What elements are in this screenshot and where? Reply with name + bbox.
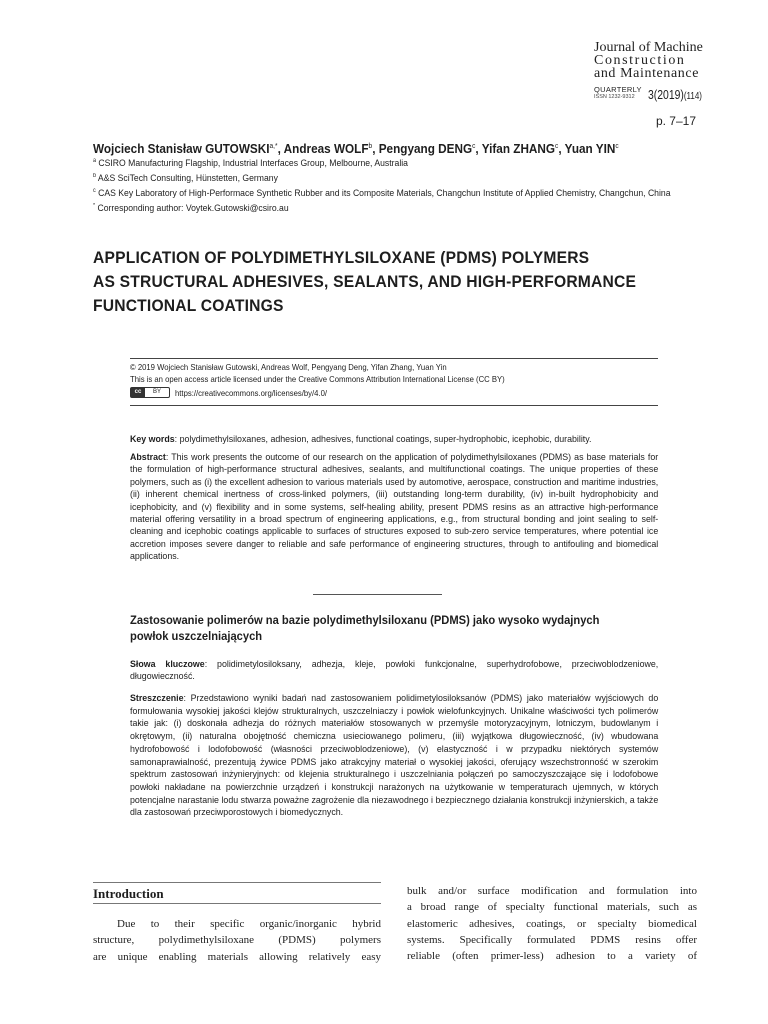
intro-left-line: are unique enabling materials allowing relatively easy: [93, 950, 381, 963]
intro-left-line: Due to their specific organic/inorganic hybrid: [117, 918, 381, 930]
cc-by-badge-icon: [130, 387, 170, 398]
corresponding-author-text: Corresponding author: Voytek.Gutowski@csiro.au: [97, 203, 289, 215]
license-url-link[interactable]: https://creativecommons.org/licenses/by/4.0/: [175, 388, 328, 398]
title-line-1: APPLICATION OF POLYDIMETHYLSILOXANE (PDMS) POLYMERS: [93, 248, 590, 267]
intro-right-line: elastomeric adhesives, coatings, or specialty biomedical: [407, 917, 697, 930]
journal-name-line-1: Journal of Machine: [594, 40, 703, 55]
paper-title: [93, 246, 645, 318]
affiliation-a: $^a$ CSIRO Manufacturing Flagship, Industrial Interfaces Group, Melbourne, Australia: [93, 158, 408, 170]
by-mark: BY: [152, 389, 161, 395]
author-list: Wojciech Stanisław $GUTOWSKI^{a,*}$, Andreas WOLF$^b$, Pengyang DENG$^c$, Yifan ZHANG$^c$, Yuan YIN$^c$: [93, 142, 619, 156]
intro-left-line: structure, polydimethylsiloxane (PDMS) polymers: [93, 934, 381, 947]
intro-right-column: [407, 883, 697, 964]
intro-right-line: reliable (often primer-less) adhesion to a variety of: [407, 950, 697, 963]
issue-serial: (114): [683, 91, 702, 102]
affiliation-b-text: A&S SciTech Consulting, Hünstetten, Germany: [97, 173, 278, 185]
keywords-label: Key words: [130, 434, 175, 445]
keywords-paragraph: [130, 434, 621, 446]
page-range: p. 7–17: [655, 114, 696, 128]
abstract-label: Abstract: [130, 452, 166, 463]
abstract-text: : This work presents the outcome of our research on the application of polydimethylsiloxanes (PDMS) as base materials for the formulation of high-performance structural adhesives, sealants, and multifunctional coatings. The unique properties of these polymers, such as (i) the excellent adhesion to various materials used by automotive, aerospace, construction and maritime industries, (ii) inherent chemical inertness of cross-linked polymers, (iii) outstanding long-term durability, (iv) in-built hydrophobicity and icephobicity, and (v) flexibility and in some systems, self-healing ability, present PDMS resins as an attractive high-performance material offering versatility in a broad spectrum of engineering applications, e.g., from structural bonding and joint sealing to self-cleaning and icephobic coatings applicable to surfaces of structures exposed to sub-zero service temperatures, where potential ice accretion imposes severe danger to reliable and safe performance of engineering structures, through to antifouling and biomedical applications.: [130, 452, 659, 563]
affiliation-c-text: CAS Key Laboratory of High-Performace Synthetic Rubber and its Composite Materials, Changchun Institute of Applied Chemistry, Changchun, China: [98, 188, 671, 200]
journal-frequency: QUARTERLY: [594, 85, 642, 94]
polish-title-line-2: powłok uszczelniających: [130, 629, 263, 643]
polish-abstract-text: : Przedstawiono wyniki badań nad zastosowaniem polidimetylosiloksanów (PDMS) jako materiałów wyjściowych do formułowania wysokiej jakości klejów strukturalnych, uszczelniaczy i powłok wielofunkcyjnych. Unikalne właściwości tych polimerów takie jak: (i) doskonała adhezja do różnych materiałów stosowanych w przemyśle motoryzacyjnym, lotniczym, budowlanym i okrętowym, (ii) naturalna obojętność chemiczna usieciowanego polimeru, (iii) wyjątkowa długowieczność, (iv) wbudowana hydrofobowość i lodofobowość (własności przeciwoblodzeniowe), (v) elastyczność i w przypadku niektórych systemów samonaprawialność, prezentują żywice PDMS jako atrakcyjny materiał o wysokiej jakości, oferujący wszechstronność w szerokim spektrum zastosowań inżynieryjnych: od klejenia strukturalnego i uszczelniania połączeń po samoczyszczające się i lodofobowe powłoki nakładane na powierzchnie urządzeń i konstrukcji narażonych na użytkowanie w temperaturach ujemnych, w których potencjalne narastanie lodu stwarza poważne zagrożenie dla niezawodnego i bezpiecznego działania konstrukcji inżynierskich, a także dla zastosowań przeciwporostowych i biomedycznych.: [130, 693, 659, 819]
title-line-3: FUNCTIONAL COATINGS: [93, 296, 284, 315]
affiliation-c: $^c$ CAS Key Laboratory of High-Performace Synthetic Rubber and its Composite Materials, Changchun Institute of Applied Chemistry, Changchun, China: [93, 188, 671, 200]
polish-title: [130, 612, 651, 644]
introduction-heading: Introduction: [93, 886, 164, 901]
keywords-text: : polydimethylsiloxanes, adhesion, adhesives, functional coatings, super-hydrophobic, icephobic, durability.: [174, 434, 592, 445]
journal-masthead: [594, 41, 764, 80]
journal-name-line-2: Construction: [594, 53, 686, 68]
section-divider: [313, 594, 442, 595]
introduction-bottom-rule: [93, 903, 381, 904]
intro-right-line: systems. Specifically formulated PDMS resins offer: [407, 933, 697, 946]
introduction-top-rule: [93, 882, 381, 883]
corresponding-author: * Corresponding author: Voytek.Gutowski@csiro.au: [93, 203, 289, 215]
copyright-line: © 2019 Wojciech Stanisław Gutowski, Andreas Wolf, Pengyang Deng, Yifan Zhang, Yuan Yin: [130, 362, 447, 372]
issue-number: 3(2019): [648, 87, 684, 102]
license-bottom-rule: [130, 405, 658, 406]
cc-mark: cc: [131, 388, 145, 397]
license-text: This is an open access article licensed under the Creative Commons Attribution International License (CC BY): [130, 374, 505, 384]
affiliation-a-text: CSIRO Manufacturing Flagship, Industrial Interfaces Group, Melbourne, Australia: [98, 158, 408, 170]
polish-keywords-label: Słowa kluczowe: [130, 659, 205, 670]
journal-issue: [648, 87, 702, 102]
intro-left-column: [93, 916, 381, 965]
polish-abstract-label: Streszczenie: [130, 693, 184, 704]
title-line-2: AS STRUCTURAL ADHESIVES, SEALANTS, AND HIGH-PERFORMANCE: [93, 272, 637, 291]
journal-name-line-3: and Maintenance: [594, 66, 700, 81]
affiliation-b: $^b$ A&S SciTech Consulting, Hünstetten, Germany: [93, 173, 278, 185]
journal-meta: [594, 85, 764, 105]
intro-right-line: bulk and/or surface modification and formulation into: [407, 885, 697, 897]
license-top-rule: [130, 358, 658, 359]
polish-title-line-1: Zastosowanie polimerów na bazie polydimethylsiloxanu (PDMS) jako wysoko wydajnych: [130, 613, 600, 627]
polish-abstract-paragraph: [130, 693, 658, 820]
journal-issn: ISSN 1232-9312: [594, 94, 635, 100]
polish-keywords-paragraph: [130, 659, 658, 684]
polish-keywords-text: : polidimetylosiloksany, adhezja, kleje, powłoki funkcjonalne, superhydrofobowe, przeciwoblodzeniowe, długowieczność.: [130, 659, 659, 683]
intro-right-line: a broad range of specialty functional materials, such as: [407, 901, 697, 914]
abstract-paragraph: [130, 452, 658, 564]
